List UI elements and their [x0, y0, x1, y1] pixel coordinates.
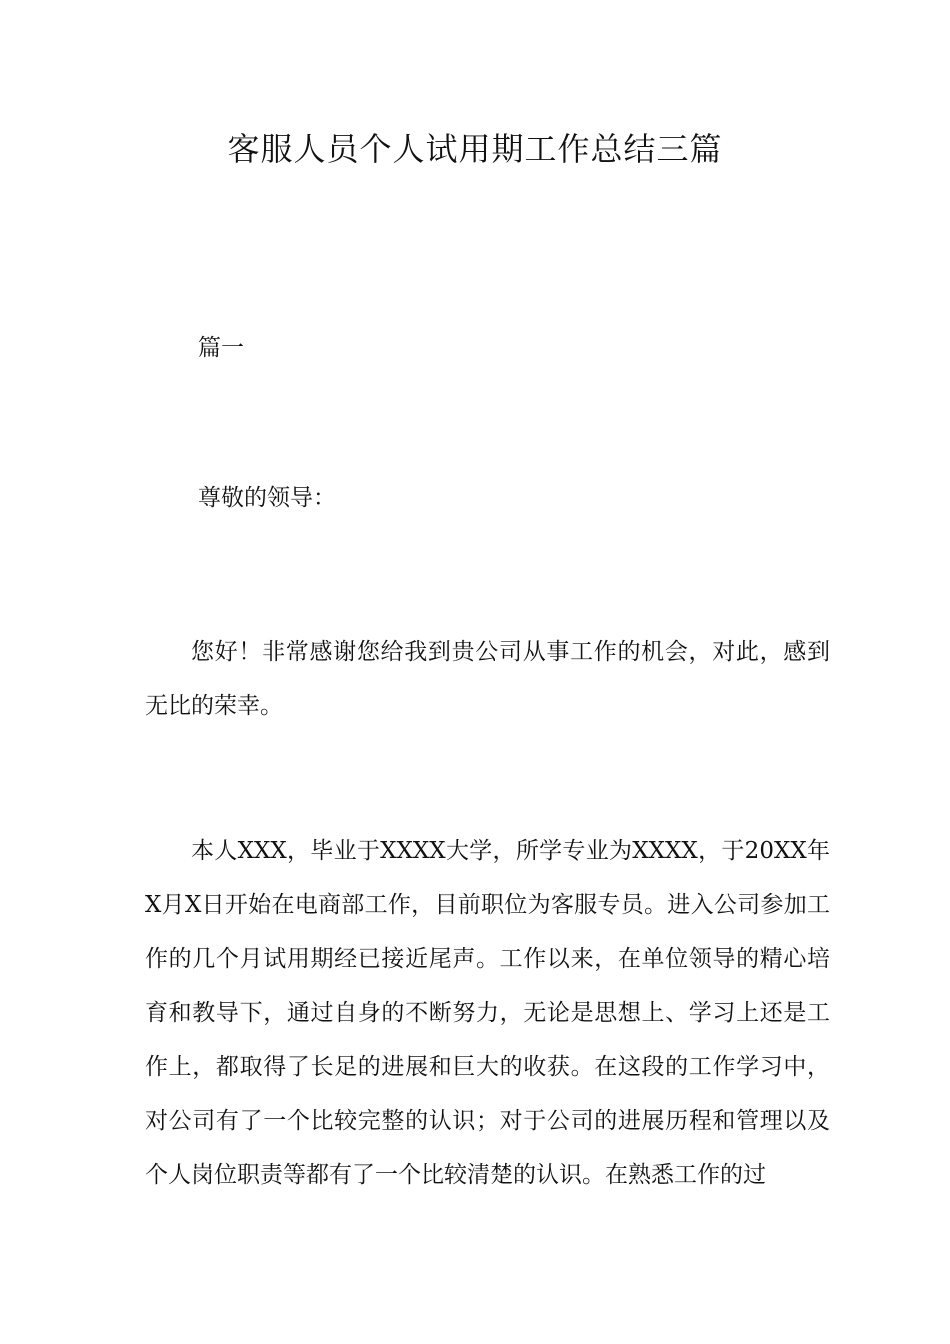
salutation: 尊敬的领导： — [198, 485, 336, 511]
body-paragraph: 您好！非常感谢您给我到贵公司从事工作的机会，对此，感到无比的荣幸。 — [145, 639, 830, 719]
document-title: 客服人员个人试用期工作总结三篇 — [227, 130, 723, 168]
body-paragraph: 本人XXX，毕业于XXXX大学，所学专业为XXXX，于20XX年X月X日开始在电商部工作，目前职位为客服专员。进入公司参加工作的几个月试用期经已接近尾声。工作以来，在单位领导的精心培育和教导下，通过自身的不断努力，无论是思想上、学习上还是工作上，都取得了长足的进展和巨大的收获。在这段的工作学习中，对公司有了一个比较完整的认识；对于公司的进展历程和管理以及个人岗位职责等都有了一个比较清楚的认识。在熟悉工作的过 — [145, 838, 830, 1188]
section-heading: 篇一 — [198, 335, 244, 361]
